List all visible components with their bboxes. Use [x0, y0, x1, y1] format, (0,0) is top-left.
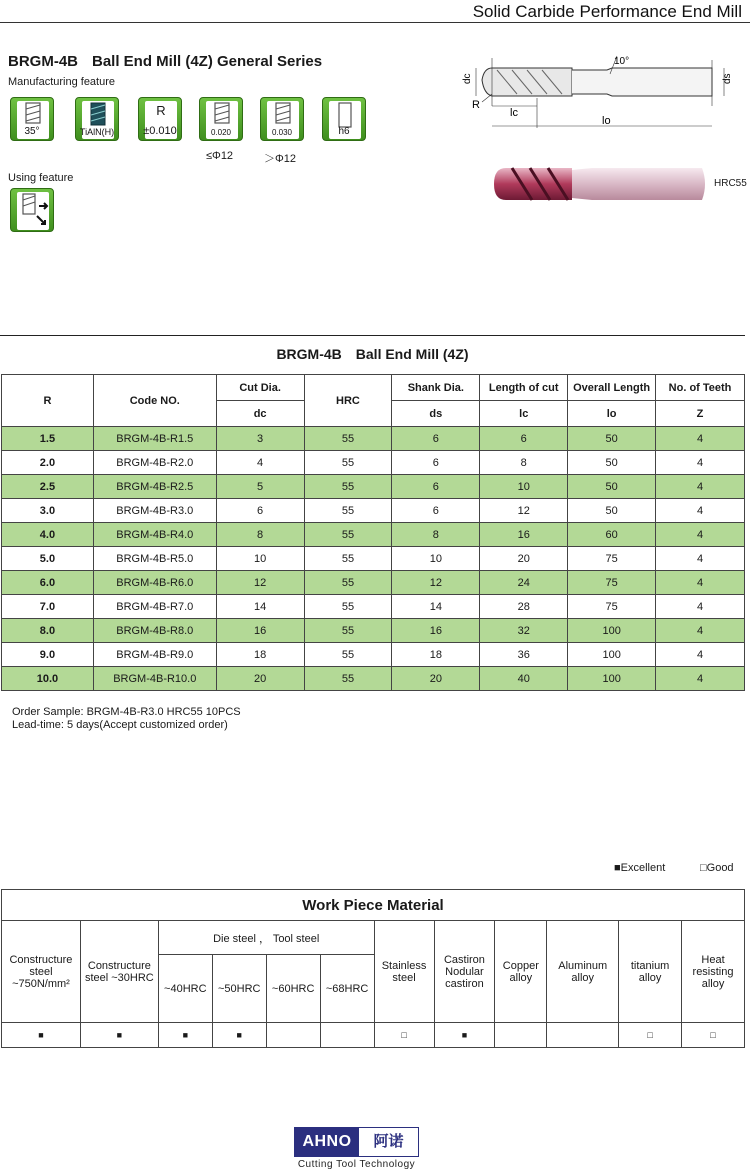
- manufacturing-feature-label: Manufacturing feature: [8, 76, 116, 88]
- table-cell: 55: [304, 475, 392, 499]
- table-cell: 4: [656, 547, 745, 571]
- material-mark: □: [619, 1023, 682, 1048]
- table-cell: 60: [568, 523, 656, 547]
- table-cell: 6.0: [2, 571, 94, 595]
- material-mark: ■: [434, 1023, 495, 1048]
- table-cell: 16: [392, 619, 480, 643]
- series-name: Ball End Mill (4Z) General Series: [92, 53, 323, 70]
- logo-en: AHNO: [295, 1128, 359, 1156]
- material-mark: □: [374, 1023, 434, 1048]
- header-overall-length: Overall Length: [568, 375, 656, 401]
- table-cell: 6: [392, 427, 480, 451]
- table-cell: 8: [480, 451, 568, 475]
- diameter-tolerance-small-icon: [199, 97, 243, 141]
- header-hrc: HRC: [304, 375, 392, 427]
- table-cell: 55: [304, 427, 392, 451]
- table-cell: 14: [392, 595, 480, 619]
- table-cell: BRGM-4B-R7.0: [93, 595, 216, 619]
- table-cell: 8.0: [2, 619, 94, 643]
- using-feature-label: Using feature: [8, 172, 74, 184]
- table-cell: 4: [656, 643, 745, 667]
- table-cell: 40: [480, 667, 568, 691]
- ds-label: ds: [722, 73, 733, 84]
- diameter-small-caption: ≤Φ12: [206, 150, 234, 162]
- subheader-dc: dc: [216, 401, 304, 427]
- logo-cn: 阿诺: [373, 1133, 404, 1150]
- header-teeth: No. of Teeth: [656, 375, 745, 401]
- header-r: R: [2, 375, 94, 427]
- die-sub-68: ~68HRC: [320, 955, 374, 1023]
- table-cell: 100: [568, 643, 656, 667]
- die-steel-header: Die steel ， Tool steel: [158, 921, 374, 955]
- table-cell: BRGM-4B-R4.0: [93, 523, 216, 547]
- table-cell: 8: [216, 523, 304, 547]
- table-cell: 32: [480, 619, 568, 643]
- table-cell: 5: [216, 475, 304, 499]
- material-mark: [495, 1023, 547, 1048]
- helix-angle-text: 35°: [24, 126, 40, 137]
- table-cell: 2.0: [2, 451, 94, 475]
- dc-label: dc: [462, 73, 473, 84]
- legend-good: □Good: [700, 862, 734, 874]
- heat-header: Heat resisting alloy: [682, 921, 745, 1023]
- subheader-ds: ds: [392, 401, 480, 427]
- material-mark: [320, 1023, 374, 1048]
- table-row: [2, 499, 745, 523]
- table-cell: 4: [656, 499, 745, 523]
- die-sub-60: ~60HRC: [266, 955, 320, 1023]
- table-cell: 12: [216, 571, 304, 595]
- table-cell: BRGM-4B-R6.0: [93, 571, 216, 595]
- table-cell: 20: [480, 547, 568, 571]
- table-cell: 5.0: [2, 547, 94, 571]
- copper-header: Copper alloy: [495, 921, 547, 1023]
- table-cell: 50: [568, 499, 656, 523]
- table-cell: 6: [392, 499, 480, 523]
- table-cell: BRGM-4B-R5.0: [93, 547, 216, 571]
- table-cell: 4: [656, 595, 745, 619]
- table-cell: 12: [392, 571, 480, 595]
- radius-tolerance-text: ±0.010: [143, 125, 177, 137]
- table-cell: 55: [304, 499, 392, 523]
- diameter-tolerance-large-icon: [260, 97, 304, 141]
- material-mark: ■: [158, 1023, 212, 1048]
- table-cell: 55: [304, 451, 392, 475]
- table-cell: 36: [480, 643, 568, 667]
- table-cell: 4: [656, 451, 745, 475]
- titanium-header: titanium alloy: [619, 921, 682, 1023]
- table-cell: 4: [656, 571, 745, 595]
- table-cell: BRGM-4B-R10.0: [93, 667, 216, 691]
- table-cell: 4: [656, 619, 745, 643]
- table-cell: 7.0: [2, 595, 94, 619]
- ahno-logo: [294, 1127, 419, 1170]
- table-cell: BRGM-4B-R2.5: [93, 475, 216, 499]
- table-cell: 6: [392, 451, 480, 475]
- table-cell: 10: [480, 475, 568, 499]
- series-code: BRGM-4B: [8, 53, 78, 70]
- order-sample-note: Order Sample: BRGM-4B-R3.0 HRC55 10PCS: [12, 706, 241, 718]
- table-cell: 4: [216, 451, 304, 475]
- table-cell: 18: [216, 643, 304, 667]
- table-cell: 55: [304, 547, 392, 571]
- spec-table-title: [0, 346, 745, 362]
- material-mark: □: [682, 1023, 745, 1048]
- subheader-lc: lc: [480, 401, 568, 427]
- table-cell: 10.0: [2, 667, 94, 691]
- table-cell: 100: [568, 619, 656, 643]
- subheader-lo: lo: [568, 401, 656, 427]
- r-label: R: [472, 99, 480, 111]
- table-row: [2, 547, 745, 571]
- table-cell: 75: [568, 571, 656, 595]
- header-rule: [0, 22, 750, 23]
- table-cell: 10: [392, 547, 480, 571]
- coating-icon: [75, 97, 119, 141]
- table-row: [2, 667, 745, 691]
- shank-tolerance-icon: [322, 97, 366, 141]
- table-cell: 16: [480, 523, 568, 547]
- material-mark: [547, 1023, 619, 1048]
- table-cell: 55: [304, 523, 392, 547]
- table-row: [2, 427, 745, 451]
- coating-text: TiAlN(H): [79, 127, 115, 137]
- table-row: [2, 595, 745, 619]
- table-cell: 4.0: [2, 523, 94, 547]
- material-table-title: Work Piece Material: [2, 890, 745, 921]
- construct-30-header: Constructure steel ~30HRC: [80, 921, 158, 1023]
- die-sub-50: ~50HRC: [212, 955, 266, 1023]
- radius-tolerance-icon: [138, 97, 182, 141]
- table-cell: 3.0: [2, 499, 94, 523]
- table-cell: BRGM-4B-R2.0: [93, 451, 216, 475]
- material-mark: ■: [212, 1023, 266, 1048]
- table-row: [2, 643, 745, 667]
- logo-tagline: Cutting Tool Technology: [297, 1159, 416, 1170]
- table-cell: 9.0: [2, 643, 94, 667]
- side-milling-icon: [10, 188, 54, 232]
- header-length-cut: Length of cut: [480, 375, 568, 401]
- subheader-z: Z: [656, 401, 745, 427]
- radius-symbol: R: [156, 103, 166, 118]
- table-cell: 6: [480, 427, 568, 451]
- table-cell: BRGM-4B-R1.5: [93, 427, 216, 451]
- tool-photo: [492, 162, 712, 208]
- material-mark-row: [2, 1023, 745, 1048]
- castiron-header: Castiron Nodular castiron: [434, 921, 495, 1023]
- angle-label: 10°: [614, 56, 630, 67]
- table-cell: 18: [392, 643, 480, 667]
- aluminum-header: Aluminum alloy: [547, 921, 619, 1023]
- table-cell: 6: [392, 475, 480, 499]
- table-cell: 55: [304, 667, 392, 691]
- tool-drawing: [462, 46, 742, 136]
- table-cell: 55: [304, 595, 392, 619]
- material-table: [1, 889, 745, 1048]
- table-cell: 16: [216, 619, 304, 643]
- table-cell: 24: [480, 571, 568, 595]
- material-mark: [266, 1023, 320, 1048]
- table-cell: 75: [568, 595, 656, 619]
- table-cell: 12: [480, 499, 568, 523]
- table-cell: 50: [568, 451, 656, 475]
- diameter-tolerance-small-text: 0.020: [210, 128, 232, 137]
- table-cell: 20: [216, 667, 304, 691]
- spec-table: [1, 374, 745, 691]
- section-rule: [0, 335, 745, 336]
- series-title: [8, 53, 322, 70]
- table-cell: 10: [216, 547, 304, 571]
- table-cell: BRGM-4B-R9.0: [93, 643, 216, 667]
- table-cell: 4: [656, 523, 745, 547]
- table-row: [2, 451, 745, 475]
- table-cell: 3: [216, 427, 304, 451]
- header-code: Code NO.: [93, 375, 216, 427]
- table-cell: 55: [304, 619, 392, 643]
- lead-time-note: Lead-time: 5 days(Accept customized order): [12, 719, 228, 731]
- table-row: [2, 619, 745, 643]
- table-cell: 20: [392, 667, 480, 691]
- material-mark: ■: [80, 1023, 158, 1048]
- lc-label: lc: [510, 107, 518, 119]
- table-row: [2, 475, 745, 499]
- hrc-photo-label: HRC55: [714, 178, 747, 189]
- table-cell: 4: [656, 427, 745, 451]
- table-cell: 55: [304, 643, 392, 667]
- table-cell: 4: [656, 475, 745, 499]
- table-cell: 75: [568, 547, 656, 571]
- helix-angle-icon: [10, 97, 54, 141]
- die-sub-40: ~40HRC: [158, 955, 212, 1023]
- table-cell: 4: [656, 667, 745, 691]
- table-cell: 55: [304, 571, 392, 595]
- table-cell: 1.5: [2, 427, 94, 451]
- lo-label: lo: [602, 115, 611, 127]
- spec-table-name: Ball End Mill (4Z): [355, 346, 469, 362]
- table-cell: 8: [392, 523, 480, 547]
- table-cell: 50: [568, 427, 656, 451]
- table-row: [2, 523, 745, 547]
- table-cell: 100: [568, 667, 656, 691]
- table-cell: 50: [568, 475, 656, 499]
- construct-750-label: Constructure steel ~750N/mm²: [9, 953, 73, 990]
- table-cell: 6: [216, 499, 304, 523]
- stainless-header: Stainless steel: [374, 921, 434, 1023]
- table-cell: 2.5: [2, 475, 94, 499]
- header-shank-dia: Shank Dia.: [392, 375, 480, 401]
- header-cut-dia: Cut Dia.: [216, 375, 304, 401]
- legend-excellent: ■Excellent: [614, 862, 666, 874]
- page-header-title: Solid Carbide Performance End Mill: [472, 2, 742, 21]
- construct-750-header: [2, 921, 81, 1023]
- table-row: [2, 571, 745, 595]
- table-cell: BRGM-4B-R8.0: [93, 619, 216, 643]
- table-cell: 28: [480, 595, 568, 619]
- table-cell: BRGM-4B-R3.0: [93, 499, 216, 523]
- diameter-tolerance-large-text: 0.030: [271, 128, 293, 137]
- diameter-large-caption: ＞Φ12: [264, 153, 297, 165]
- spec-table-code: BRGM-4B: [276, 346, 342, 362]
- table-cell: 14: [216, 595, 304, 619]
- material-mark: ■: [2, 1023, 81, 1048]
- shank-tolerance-text: h6: [338, 126, 350, 137]
